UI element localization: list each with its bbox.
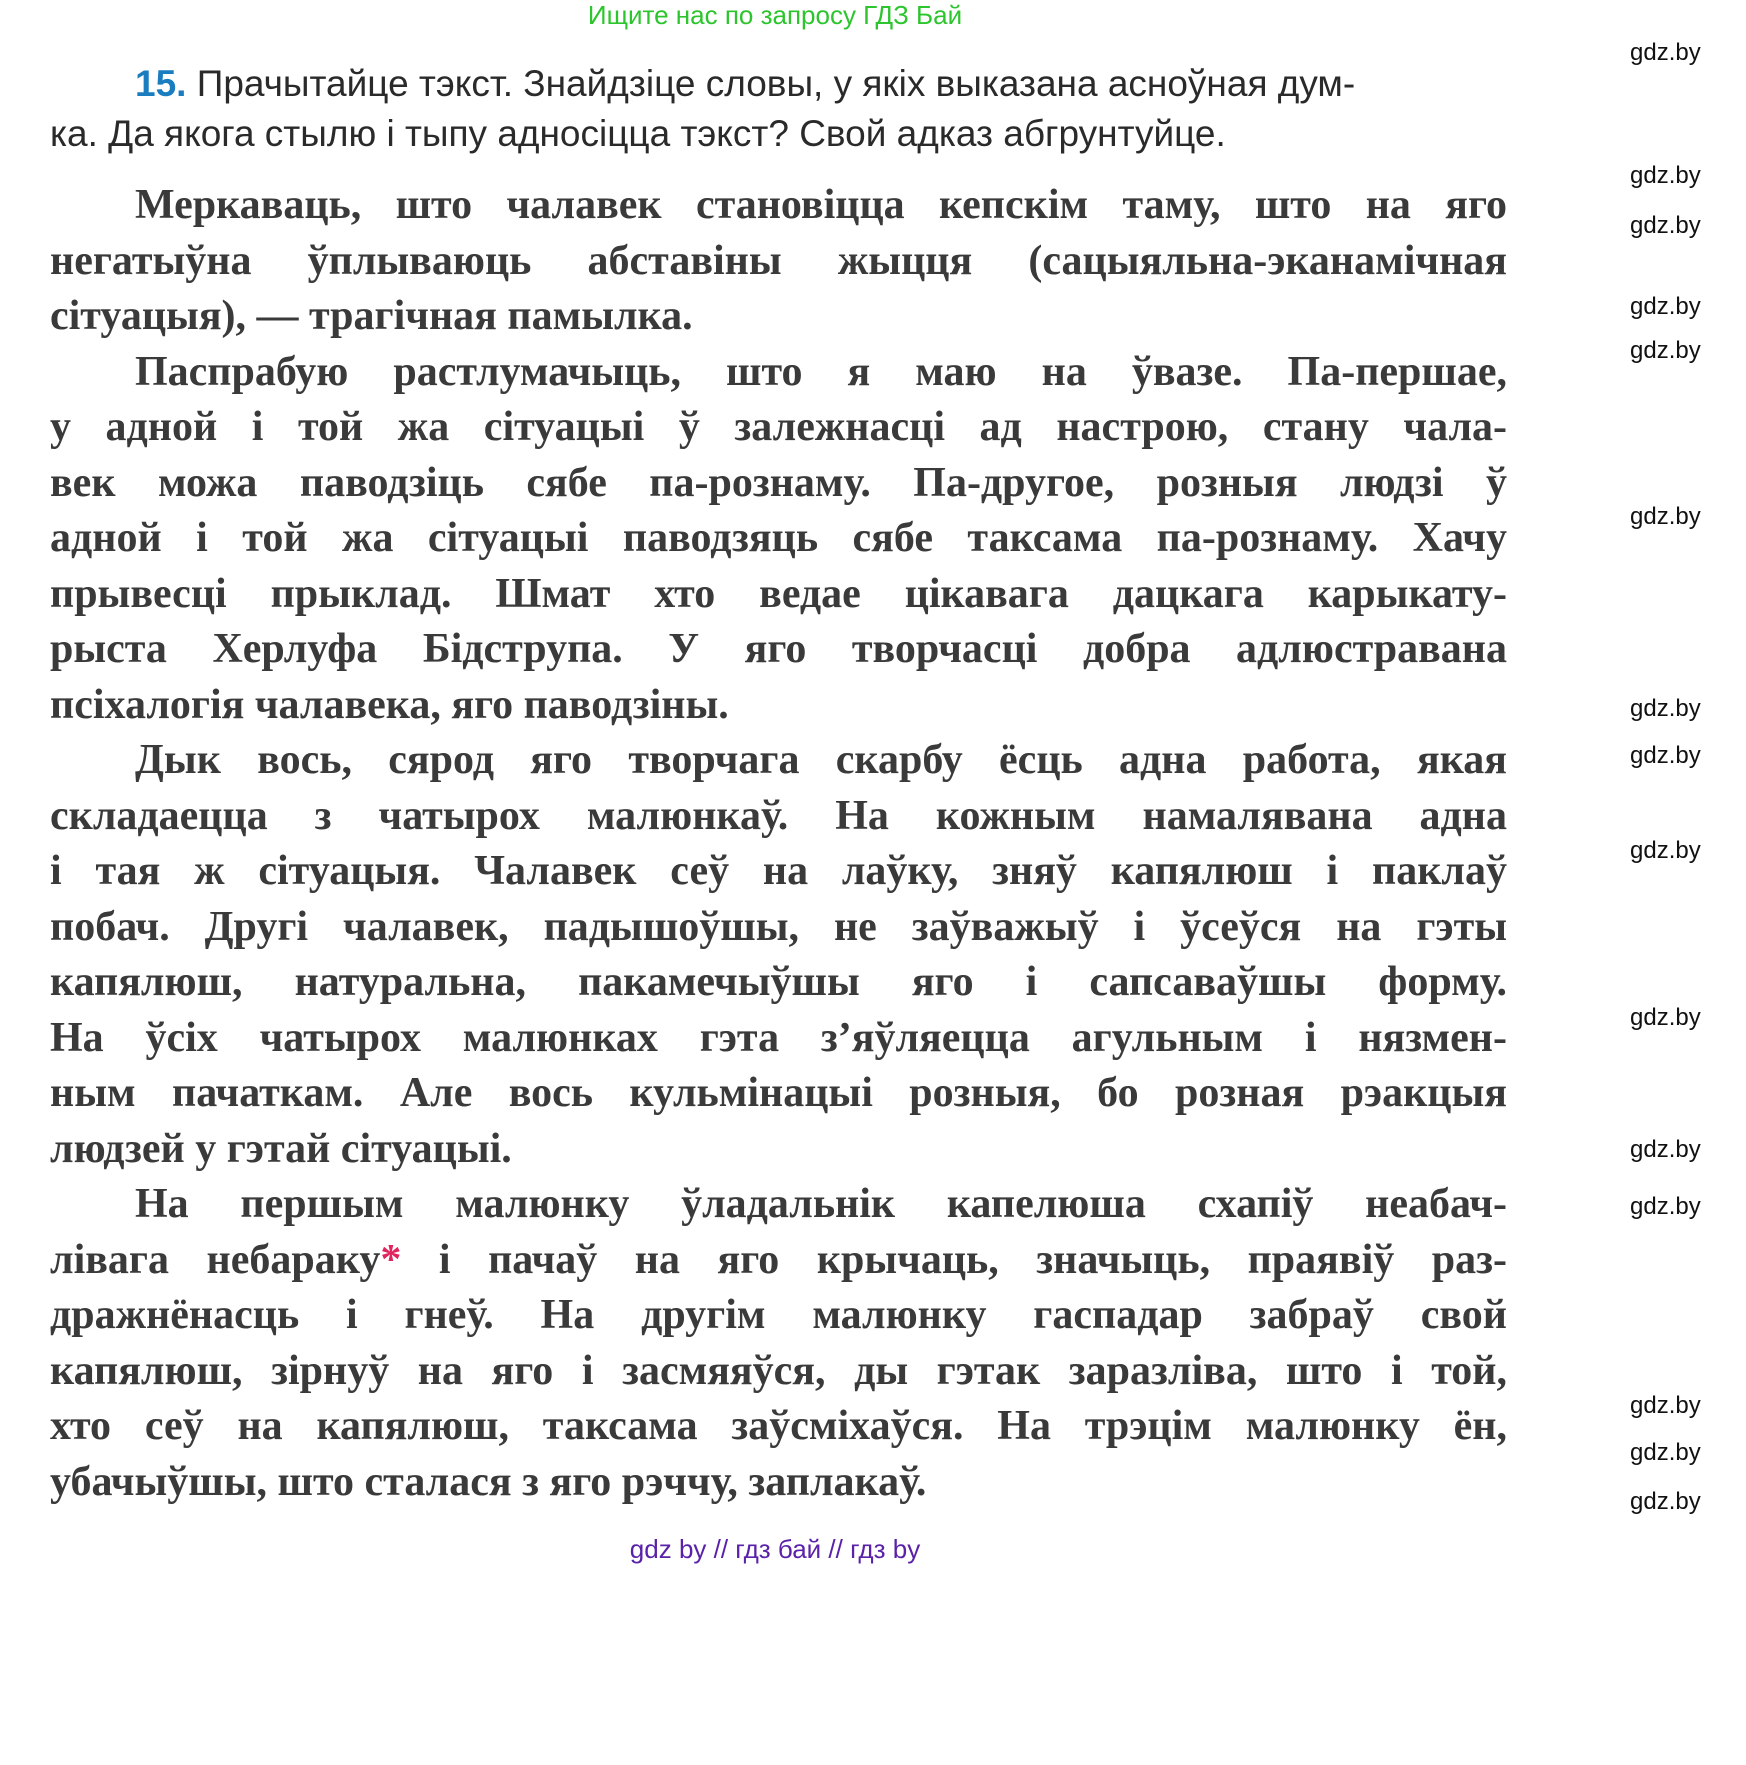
text-line [50,1068,1507,1118]
text-line [50,902,1507,952]
promo-banner: Ищите нас по запросу ГДЗ Бай [587,0,963,30]
text-line [135,347,1507,397]
text-segment: адной і той жа сітуацыі паводзяць сябе таксама па-рознаму. Хачу [50,515,1507,561]
text-line [50,1235,1507,1285]
text-segment: капялюш, зірнуў на яго і засмяяўся, ды гэтак заразліва, што і той, [50,1347,1507,1394]
watermark-text: gdz.by [1630,503,1701,530]
text-segment: негатыўна ўплываюць абставіны жыцця (сацыяльна-эканамічная [50,237,1507,284]
text-segment: капялюш, натуральна, пакамечыўшы яго і сапсаваўшы форму. [50,959,1507,1005]
text-line [50,1401,1507,1451]
text-line [135,1179,1507,1229]
watermark-text: gdz.by [1630,1136,1701,1163]
text-segment: убачыўшы, што сталася з яго рэччу, заплакаў. [50,1458,927,1505]
task-number: 15. [135,63,187,104]
text-segment: век можа паводзіць сябе па-рознаму. Па-другое, розныя людзі ў [50,459,1507,506]
text-line [135,735,1507,785]
watermark-text: gdz.by [1630,1004,1701,1031]
text-segment: хто сеў на капялюш, таксама заўсміхаўся. На трэцім малюнку ён, [50,1403,1507,1449]
text-line [50,1290,1507,1340]
text-line [50,458,1507,508]
watermark-text: gdz.by [1630,742,1701,769]
text-segment: Паспрабую растлумачыць, што я маю на ўвазе. Па-першае, [135,348,1507,395]
watermark-text: gdz.by [1630,837,1701,864]
watermark-text: gdz.by [1630,1392,1701,1419]
watermark-text: gdz.by [1630,162,1701,189]
task-line-1 [135,64,1355,104]
watermark-text: gdz.by [1630,293,1701,320]
text-segment: і тая ж сітуацыя. Чалавек сеў на лаўку, зняў капялюш і паклаў [50,848,1507,894]
text-segment: у адной і той жа сітуацыі ў залежнасці ад настрою, стану чала- [50,404,1507,450]
text-segment: лівага небараку [50,1236,381,1283]
text-line [50,1457,1507,1507]
text-line [50,1124,1507,1174]
text-line [50,1346,1507,1396]
text-segment: прывесці прыклад. Шмат хто ведае цікавага дацкага карыкату- [50,570,1507,617]
watermark-text: gdz.by [1630,39,1701,66]
watermark-text: gdz.by [1630,337,1701,364]
footer-links: gdz by // гдз бай // гдз by [629,1534,921,1564]
watermark-text: gdz.by [1630,695,1701,722]
text-segment: На ўсіх чатырох малюнках гэта з’яўляецца агульным і нязмен- [50,1014,1507,1061]
text-line [50,402,1507,452]
text-line [50,680,1507,730]
footnote-mark: * [380,1236,402,1283]
watermark-text: gdz.by [1630,212,1701,239]
text-line [50,846,1507,896]
text-segment: рыста Херлуфа Бідструпа. У яго творчасці добра адлюстравана [50,626,1507,672]
text-line [50,624,1507,674]
watermark-text: gdz.by [1630,1488,1701,1515]
text-segment: На першым малюнку ўладальнік капелюша схапіў неабач- [135,1181,1507,1227]
task-line-2: ка. Да якога стылю і тыпу адносіцца тэкст? Свой адказ абгрунтуйце. [50,113,1226,154]
watermark-text: gdz.by [1630,1193,1701,1220]
text-segment: дражнёнасць і гнеў. На другім малюнку гаспадар забраў свой [50,1292,1507,1338]
task-text-1: Прачытайце тэкст. Знайдзіце словы, у якіх выказана асноўная дум- [196,63,1356,104]
text-line [50,957,1507,1007]
watermark-text: gdz.by [1630,1439,1701,1466]
text-segment: ным пачаткам. Але вось кульмінацыі розныя, бо розная рэакцыя [50,1070,1507,1116]
text-line [50,236,1507,286]
text-segment: Меркаваць, што чалавек становіцца кепскім таму, што на яго [135,182,1507,228]
text-line [50,791,1507,841]
text-line [50,291,1507,341]
text-segment: Дык вось, сярод яго творчага скарбу ёсць адна работа, якая [135,737,1507,783]
text-segment: складаецца з чатырох малюнкаў. На кожным намалявана адна [50,792,1507,839]
text-segment: і пачаў на яго крычаць, значыць, праявіў раз- [401,1236,1507,1283]
text-line [135,180,1507,230]
text-line [50,513,1507,563]
text-segment: сітуацыя), — трагічная памылка. [50,293,693,339]
text-segment: побач. Другі чалавек, падышоўшы, не заўважыў і ўсеўся на гэты [50,903,1507,950]
text-line [50,569,1507,619]
text-segment: людзей у гэтай сітуацыі. [50,1125,512,1172]
text-segment: псіхалогія чалавека, яго паводзіны. [50,681,729,728]
text-line [50,1013,1507,1063]
